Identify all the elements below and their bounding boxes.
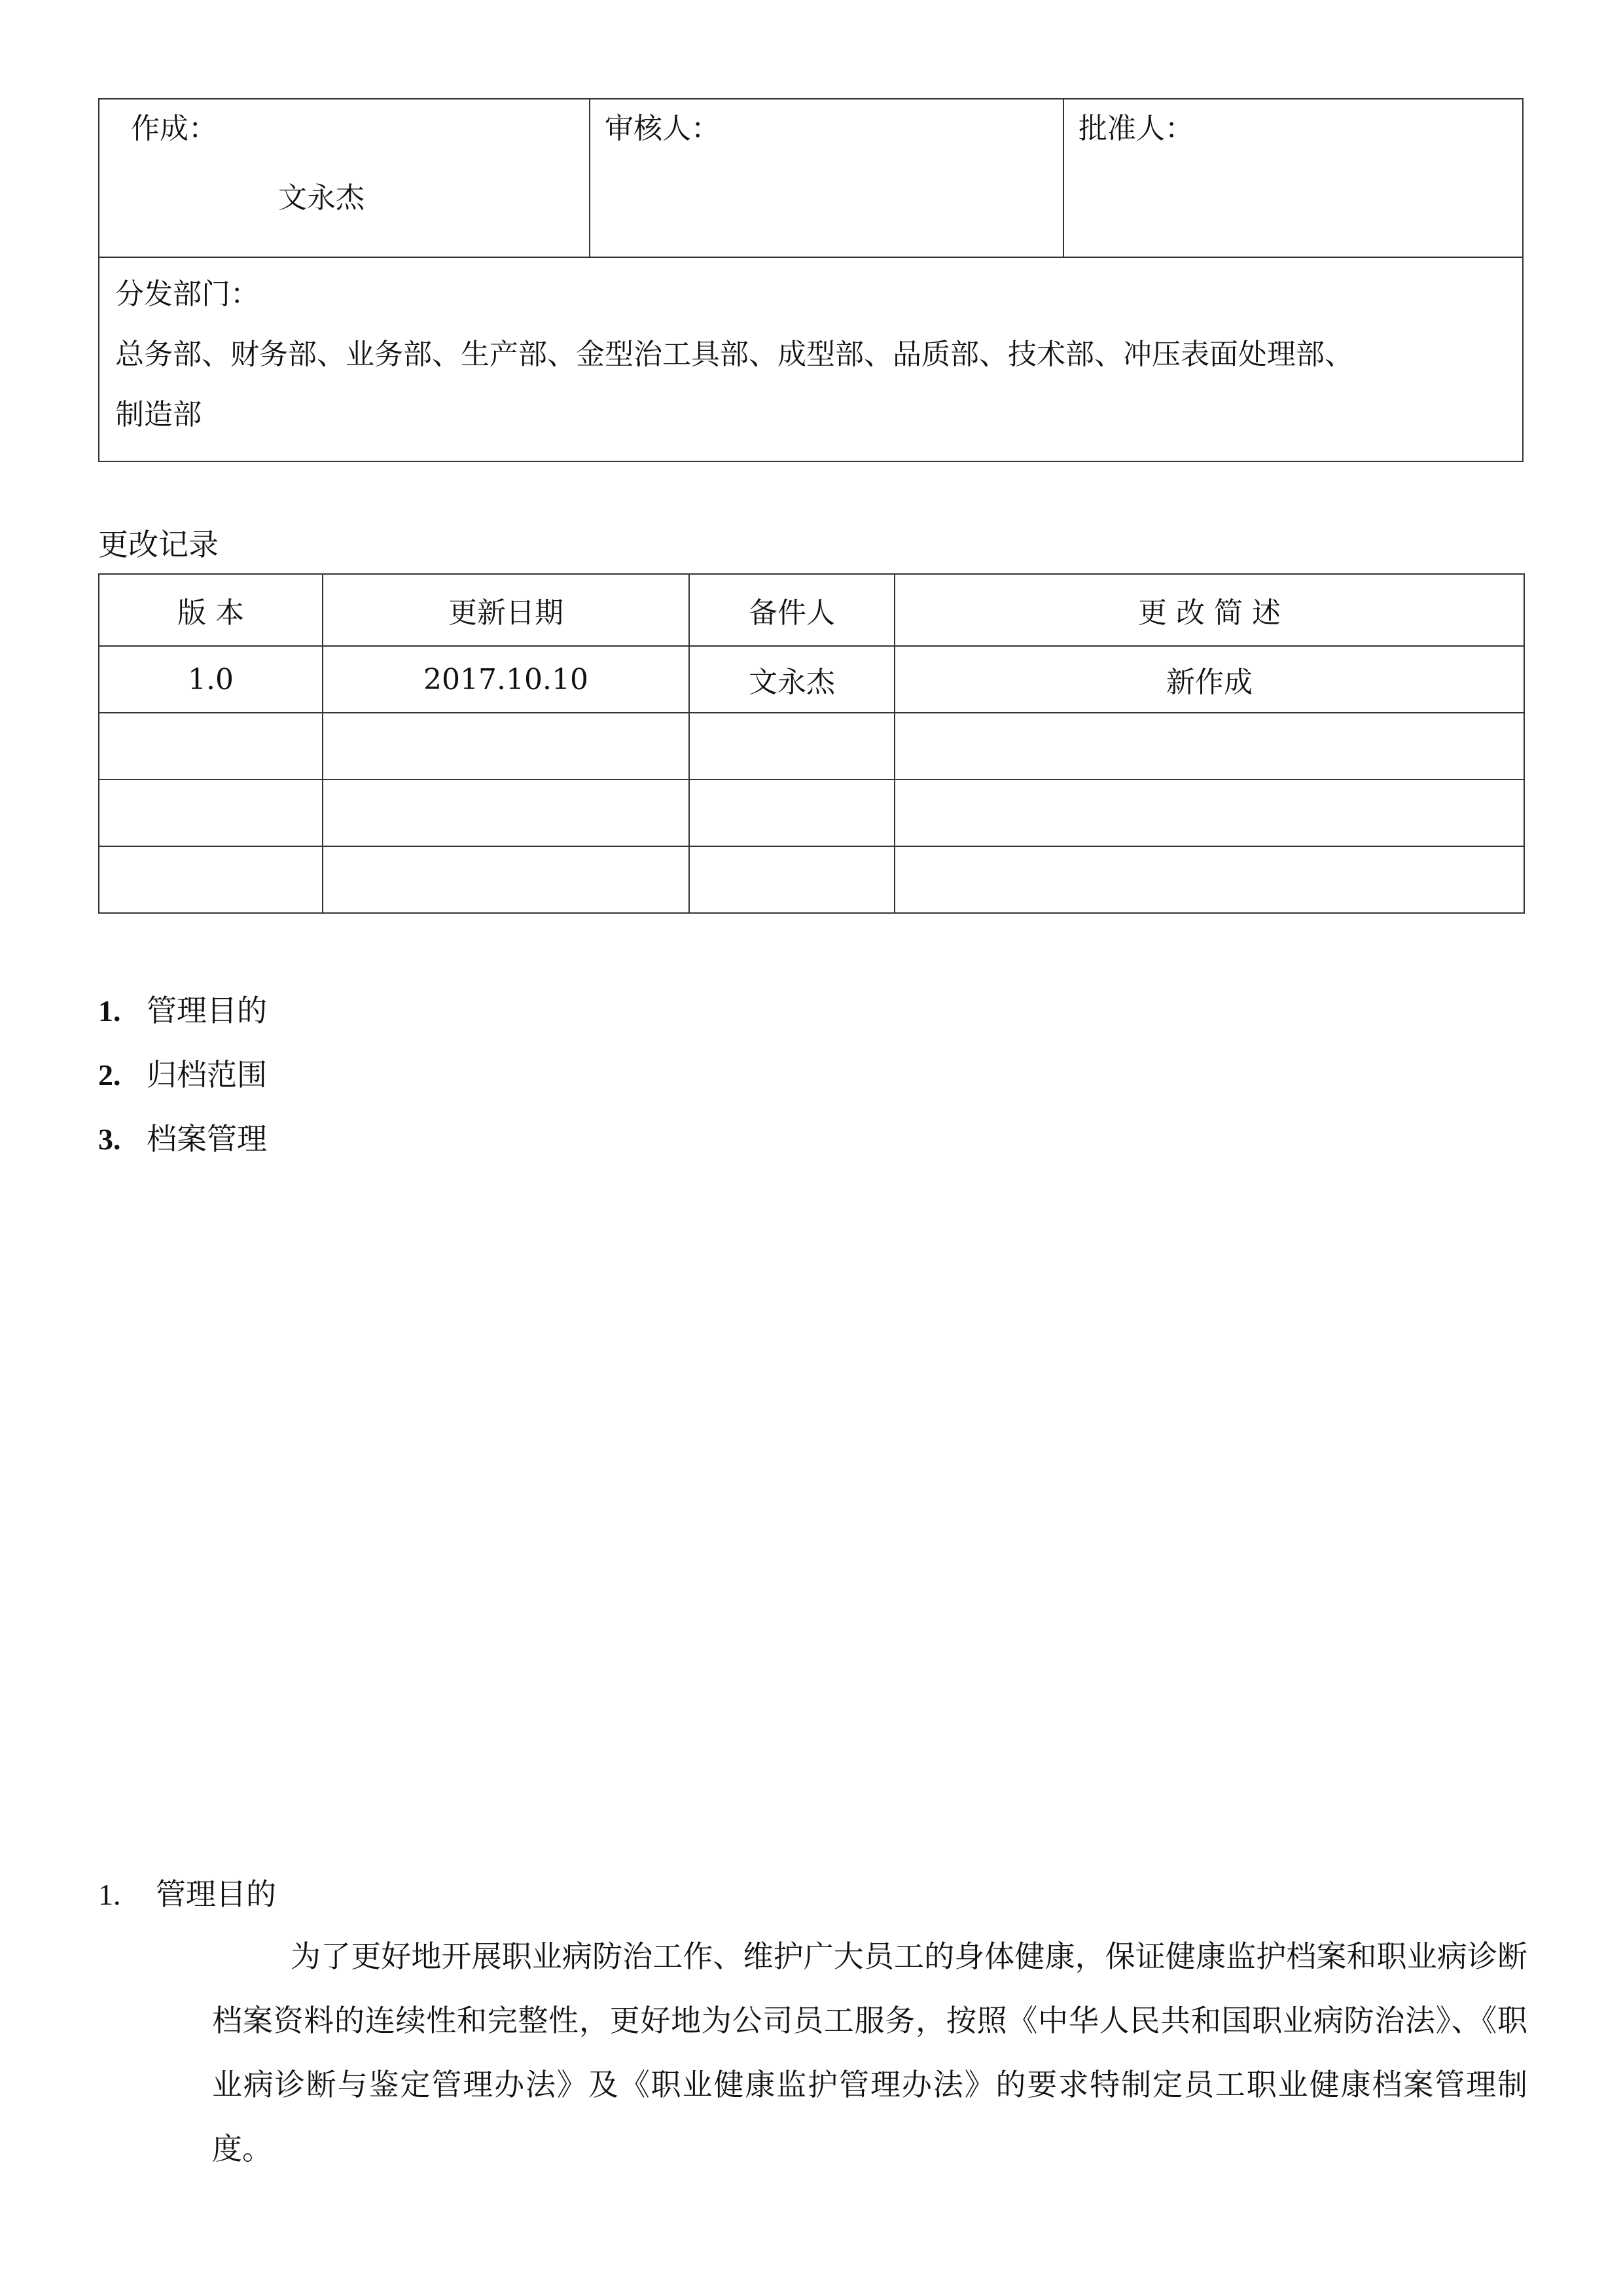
table-row <box>99 780 1524 846</box>
toc-number: 2. <box>98 1058 121 1092</box>
cell-version <box>99 846 323 913</box>
author-label: 作成： <box>131 112 217 145</box>
toc-item-1 <box>98 987 267 1030</box>
section-paragraph: 为了更好地开展职业病防治工作、维护广大员工的身体健康，保证健康监护档案和职业病诊断档案资料的连续性和完整性，更好地为公司员工服务，按照《中华人民共和国职业病防治法》、《职业病诊断与鉴定管理办法》及《职业健康监护管理办法》的要求特制定员工职业健康档案管理制度。 <box>212 1939 1527 2166</box>
cell-date: 2017.10.10 <box>323 646 689 713</box>
toc-item-2 <box>98 1051 267 1094</box>
table-row <box>99 646 1524 713</box>
cell-date <box>323 846 689 913</box>
distribution-cell <box>99 257 1523 461</box>
changelog-table <box>98 573 1525 914</box>
cell-person <box>689 780 895 846</box>
distribution-label: 分发部门： <box>115 278 259 311</box>
approver-cell <box>1063 99 1523 257</box>
cell-version <box>99 780 323 846</box>
cell-person <box>689 713 895 780</box>
cell-person: 文永杰 <box>689 646 895 713</box>
cell-person <box>689 846 895 913</box>
header-date: 更新日期 <box>323 574 689 646</box>
cell-summary <box>895 780 1524 846</box>
changelog-title: 更改记录 <box>98 527 219 562</box>
approval-table <box>98 98 1524 462</box>
cell-version: 1.0 <box>99 646 323 713</box>
header-summary: 更 改 简 述 <box>895 574 1524 646</box>
toc-label: 管理目的 <box>147 993 267 1028</box>
distribution-line-2: 制造部 <box>115 398 202 431</box>
reviewer-label: 审核人： <box>605 112 720 145</box>
toc-item-3 <box>98 1115 267 1158</box>
cell-version <box>99 713 323 780</box>
cell-summary: 新作成 <box>895 646 1524 713</box>
toc-number: 3. <box>98 1122 121 1156</box>
approver-label: 批准人： <box>1079 112 1194 145</box>
table-row <box>99 846 1524 913</box>
section-title: 管理目的 <box>156 1876 276 1912</box>
reviewer-cell <box>590 99 1063 257</box>
toc-label: 档案管理 <box>147 1121 267 1157</box>
cell-summary <box>895 846 1524 913</box>
cell-summary <box>895 713 1524 780</box>
toc-number: 1. <box>98 994 121 1028</box>
section-number: 1. <box>98 1878 121 1911</box>
author-name: 文永杰 <box>278 181 365 215</box>
header-person: 备件人 <box>689 574 895 646</box>
cell-date <box>323 780 689 846</box>
changelog-header-row <box>99 574 1524 646</box>
table-row <box>99 713 1524 780</box>
section-heading <box>98 1871 276 1914</box>
toc-label: 归档范围 <box>147 1057 267 1092</box>
cell-date <box>323 713 689 780</box>
header-version: 版 本 <box>99 574 323 646</box>
distribution-line-1: 总务部、财务部、业务部、生产部、金型治工具部、成型部、品质部、技术部、冲压表面处理部、 <box>115 338 1353 371</box>
author-cell <box>99 99 590 257</box>
